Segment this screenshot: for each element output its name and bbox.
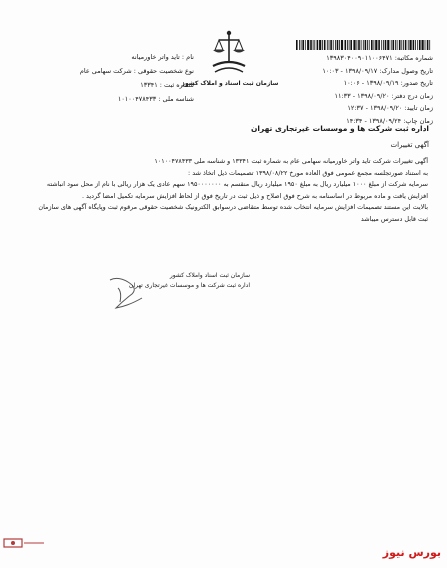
department-title: اداره ثبت شرکت ها و موسسات غیرتجاری تهران	[250, 124, 429, 133]
barcode-bar	[330, 40, 332, 50]
barcode-bar	[358, 40, 360, 50]
barcode-bar	[410, 40, 412, 50]
barcode-bar	[350, 40, 352, 50]
barcode-bar	[307, 40, 309, 50]
barcode-bar	[403, 40, 404, 50]
metadata-line: زمان تایید: ۱۳۹۸/۰۹/۲۰ - ۱۲:۳۷	[347, 104, 433, 112]
barcode-bar	[341, 40, 343, 50]
barcode-bar	[381, 40, 382, 50]
barcode-bar	[378, 40, 380, 50]
barcode-bar	[408, 40, 409, 50]
barcode-bar	[419, 40, 421, 50]
barcode-bar	[337, 40, 339, 50]
barcode-bar	[301, 40, 302, 50]
barcode-bar	[317, 40, 319, 50]
barcode-bar	[385, 40, 387, 50]
barcode-bar	[365, 40, 367, 50]
barcode-bar	[399, 40, 401, 50]
body-line: ثبت قابل دسترس میباشد	[360, 214, 428, 223]
barcode-bar	[415, 40, 416, 50]
barcode-bar	[375, 40, 377, 50]
barcode-bar	[395, 40, 396, 50]
notice-subject: آگهی تغییرات	[390, 141, 429, 149]
judiciary-emblem-icon	[205, 28, 253, 78]
barcode-bar	[329, 40, 330, 50]
barcode-bar	[324, 40, 326, 50]
barcode-bar	[397, 40, 398, 50]
barcode-bar	[333, 40, 334, 50]
barcode-bar	[361, 40, 362, 50]
barcode-bar	[413, 40, 415, 50]
body-line: بالایت این مستند تصمیمات افزایش سرمایه انتخاب شده توسط متقاضی درسوابق الکترونیک شخصیت حقوقی مرقوم ثبت وپایگاه آگهی های سازمان	[38, 203, 428, 211]
barcode-bar	[367, 40, 368, 50]
corner-stamp-icon	[2, 535, 46, 551]
barcode-bar	[417, 40, 418, 50]
barcode-bar	[427, 40, 429, 50]
company-national-id: شناسه ملی : ۱۰۱۰۰۴۷۸۴۳۳	[117, 95, 194, 103]
body-line: به استناد صورتجلسه مجمع عمومی فوق العاده مورخ ۱۳۹۸/۰۸/۲۲ تصمیمات ذیل اتخاذ شد :	[188, 168, 428, 177]
barcode-bar	[349, 40, 350, 50]
barcode-bar	[345, 40, 347, 50]
barcode-bar	[391, 40, 392, 50]
barcode	[296, 40, 431, 50]
metadata-line: زمان چاپ: ۱۳۹۸/۰۹/۲۴ - ۱۴:۳۴	[346, 116, 433, 125]
barcode-bar	[339, 40, 340, 50]
barcode-bar	[371, 40, 373, 50]
barcode-bar	[369, 40, 370, 50]
barcode-bar	[401, 40, 402, 50]
body-line: سرمایه شرکت از مبلغ ۱۰۰۰ میلیارد ریال به مبلغ ۱۹۵۰ میلیارد ریال منقسم به ۱۹۵۰۰۰۰۰۰۰ سهم عادی یک هزار ریالی با نام از محل سود انباشته	[46, 180, 428, 188]
signature-org: سازمان ثبت اسناد واملاک کشور	[169, 272, 250, 279]
barcode-bar	[363, 40, 364, 50]
barcode-bar	[422, 40, 424, 50]
barcode-bar	[387, 40, 389, 50]
barcode-bar	[296, 40, 298, 50]
company-registration-number: شماره ثبت : ۱۳۳۴۱	[140, 81, 194, 89]
metadata-line: زمان درج دفتر: ۱۳۹۸/۰۹/۲۰ - ۱۱:۳۳	[334, 91, 433, 100]
organization-name: سازمان ثبت اسناد و املاک کشور	[181, 80, 279, 87]
barcode-bar	[335, 40, 336, 50]
source-watermark: بورس نیوز	[382, 546, 441, 559]
barcode-bar	[393, 40, 395, 50]
barcode-bar	[347, 40, 348, 50]
company-name: نام : تاید واتر خاورمیانه	[131, 53, 194, 61]
body-line: افزایش یافت و ماده مربوط در اساسنامه به شرح فوق اصلاح و ذیل ثبت در تاریخ فوق از لحاظ افزایش سرمایه تکمیل امضا گردید .	[81, 191, 428, 200]
barcode-bar	[310, 40, 312, 50]
barcode-bar	[322, 40, 323, 50]
metadata-line: تاریخ صدور: ۱۳۹۸/۰۹/۱۹ - ۱۰:۰۶	[343, 79, 433, 87]
correspondence-metadata	[273, 52, 433, 127]
barcode-bar	[425, 40, 426, 50]
barcode-bar	[319, 40, 321, 50]
barcode-bar	[314, 40, 315, 50]
barcode-bar	[429, 40, 430, 50]
metadata-line: تاریخ وصول مدارک: ۱۳۹۸/۰۹/۱۷ - ۱۰:۰۳	[322, 66, 433, 75]
notice-body	[20, 156, 428, 225]
body-line: آگهی تغییرات شرکت تاید واتر خاورمیانه سهامی عام به شماره ثبت ۱۳۳۴۱ و شناسه ملی ۱۰۱۰۰۴۷۸۴۳۳	[154, 157, 428, 165]
barcode-bar	[299, 40, 300, 50]
company-info	[64, 50, 194, 106]
company-legal-type: نوع شخصیت حقوقی : شرکت سهامی عام	[79, 67, 194, 75]
barcode-bar	[357, 40, 358, 50]
signature-dept: اداره ثبت شرکت ها و موسسات غیرتجاری تهران	[129, 282, 250, 289]
barcode-bar	[327, 40, 328, 50]
metadata-line: شماره مکاتبه: ۱۳۹۸۳۰۴۰۰۹۰۱۱۰۰۶۴۷۱	[326, 54, 433, 62]
barcode-bar	[313, 40, 314, 50]
barcode-bar	[353, 40, 355, 50]
barcode-bar	[383, 40, 384, 50]
barcode-bar	[305, 40, 306, 50]
barcode-bar	[374, 40, 375, 50]
barcode-bar	[302, 40, 304, 50]
barcode-bar	[405, 40, 407, 50]
signature-block	[100, 271, 250, 291]
